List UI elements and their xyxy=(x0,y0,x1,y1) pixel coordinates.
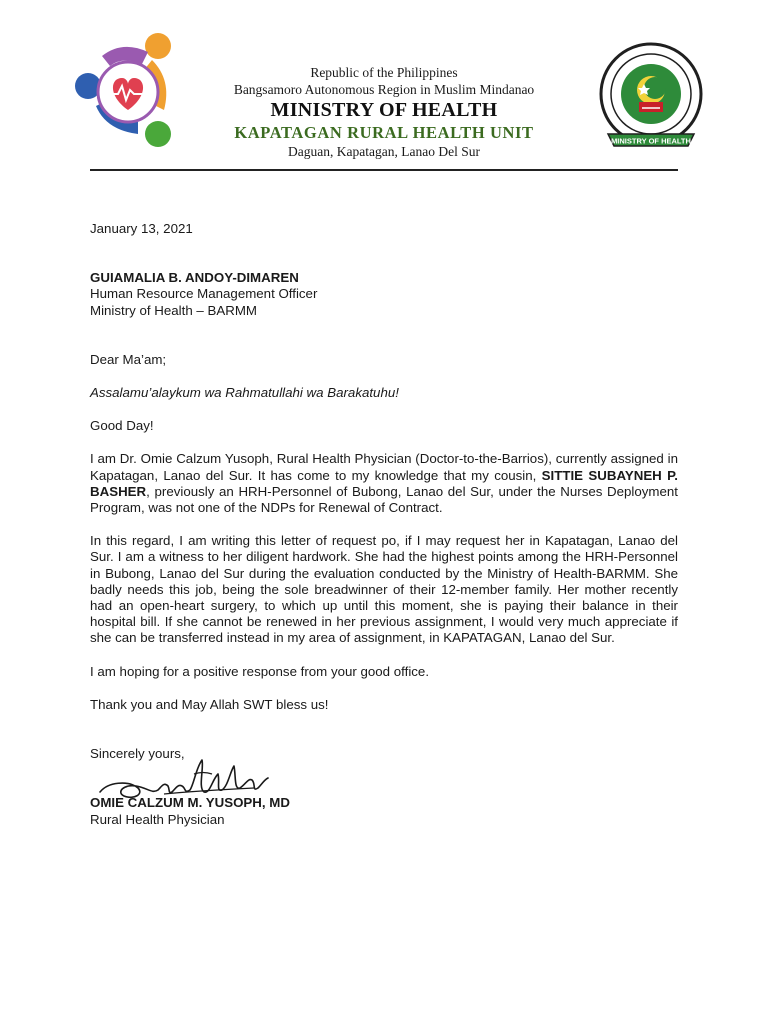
paragraph-intro xyxy=(90,451,678,516)
closing-phrase: Sincerely yours, xyxy=(90,746,185,762)
recipient-block xyxy=(90,270,678,319)
paragraph-request: In this regard, I am writing this letter of request po, if I may request her in Kapatagan, Lanao del Sur. I am a witness to her diligent hardwork. She had the highest points among the HRH-Personnel in Bubong, Lanao del Sur during the evaluation conducted by the Ministry of Health-BARMM. She badly needs this job, being the sole breadwinner of their 12-member family. Her mother recently had an open-heart surgery, to which up until this moment, she is paying their balance in their hospital bill. If she cannot be renewed in her previous assignment, I would very much appreciate if she can be transferred instead in my area of assignment, in KAPATAGAN, Lanao del Sur. xyxy=(90,533,678,646)
recipient-title: Human Resource Management Officer xyxy=(90,286,318,302)
header-divider xyxy=(90,169,678,171)
letter-body xyxy=(90,221,678,836)
letterhead-unit: KAPATAGAN RURAL HEALTH UNIT xyxy=(234,123,534,142)
rhu-logo xyxy=(72,30,180,152)
letterhead-ministry: MINISTRY OF HEALTH xyxy=(270,99,498,121)
paragraph-intro-part2: , previously an HRH-Personnel of Bubong, Lanao del Sur, under the Nurses Deployment Program, was not one of the NDPs for Renewal of Contract. xyxy=(90,483,678,516)
islamic-greeting: Assalamu’alaykum wa Rahmatullahi wa Barakatuhu! xyxy=(90,385,399,401)
letterhead xyxy=(200,64,568,160)
signer-name: OMIE CALZUM M. YUSOPH, MD xyxy=(90,795,290,811)
paragraph-intro-part1: I am Dr. Omie Calzum Yusoph, Rural Health Physician (Doctor-to-the-Barrios), currently assigned in Kapatagan, Lanao del Sur. It has come to my knowledge that my cousin, xyxy=(90,451,678,483)
letterhead-region: Bangsamoro Autonomous Region in Muslim Mindanao xyxy=(233,82,535,97)
letter-date: January 13, 2021 xyxy=(90,221,193,236)
signer-title: Rural Health Physician xyxy=(90,812,225,828)
letterhead-country: Republic of the Philippines xyxy=(310,65,458,80)
paragraph-hope: I am hoping for a positive response from your good office. xyxy=(90,663,430,679)
recipient-name: GUIAMALIA B. ANDOY-DIMAREN xyxy=(90,270,299,286)
seal-ribbon-text: MINISTRY OF HEALTH xyxy=(611,136,691,146)
ministry-seal xyxy=(598,38,704,154)
salutation: Dear Ma’am; xyxy=(90,351,167,367)
signature-block xyxy=(90,746,678,836)
paragraph-intro-bold-name: SITTIE SUBAYNEH P. BASHER xyxy=(90,467,678,499)
recipient-org: Ministry of Health – BARMM xyxy=(90,302,257,318)
good-day: Good Day! xyxy=(90,418,154,434)
letterhead-address: Daguan, Kapatagan, Lanao Del Sur xyxy=(288,144,480,159)
paragraph-thanks: Thank you and May Allah SWT bless us! xyxy=(90,696,329,712)
